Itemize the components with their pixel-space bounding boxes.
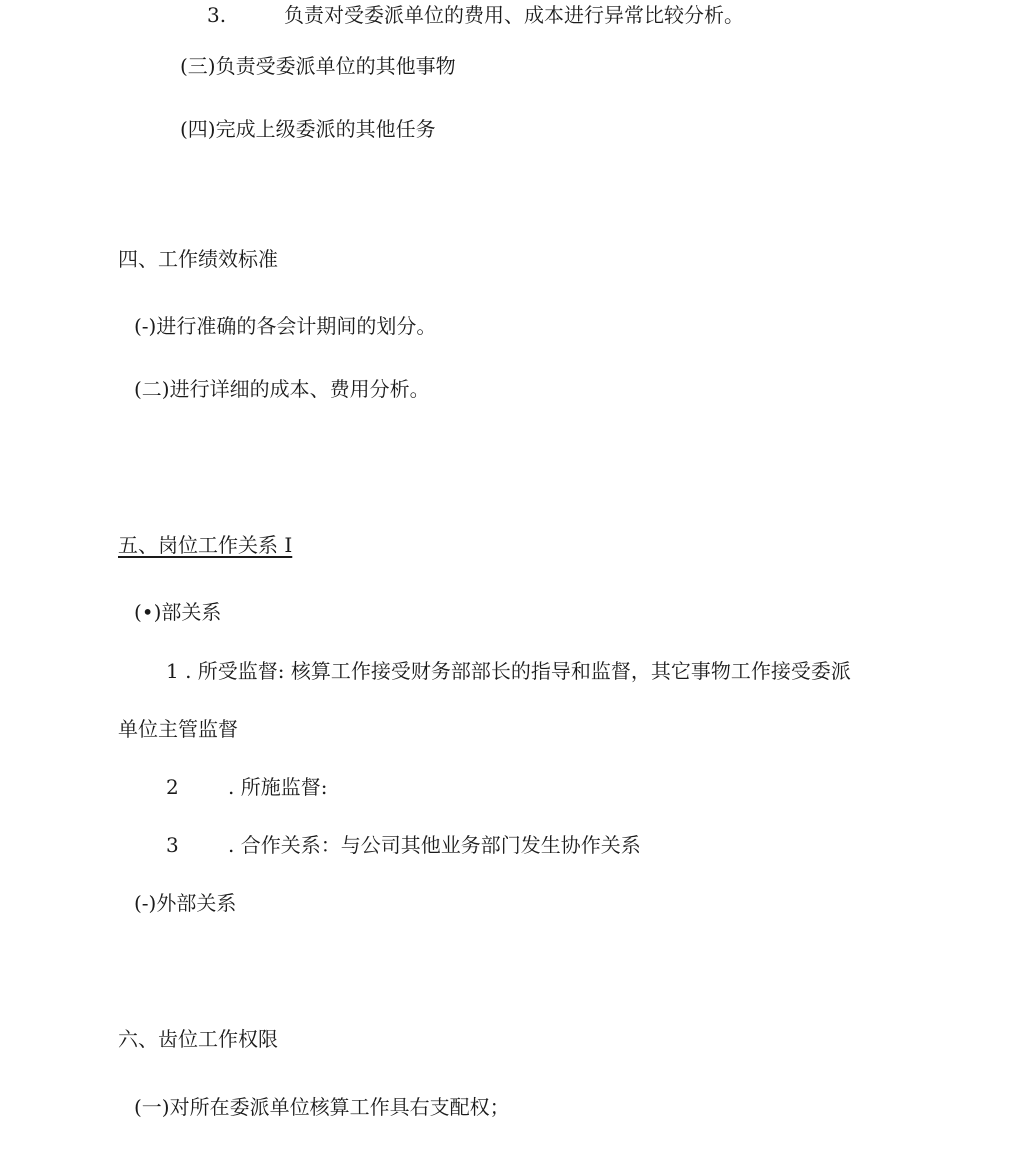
relation-two-text: . 所施监督:: [228, 775, 328, 799]
relation-one-line2: 单位主管监督: [118, 717, 238, 741]
heading-work-authority: 六、齿位工作权限: [118, 1027, 278, 1051]
subsection-three: (三)负责受委派单位的其他事物: [180, 54, 456, 78]
subsection-four: (四)完成上级委派的其他任务: [180, 117, 436, 141]
performance-item-two: (二)进行详细的成本、费用分析。: [134, 377, 430, 401]
relation-one-line1: 1 . 所受监督: 核算工作接受财务部部长的指导和监督，其它事物工作接受委派: [166, 659, 851, 683]
internal-relations: (•)部关系: [134, 600, 222, 624]
item-3-text: 负责对受委派单位的费用、成本进行异常比较分析。: [284, 3, 744, 27]
relation-three-text: . 合作关系：与公司其他业务部门发生协作关系: [228, 833, 641, 857]
relation-number-2: 2: [166, 775, 179, 799]
item-number-3: 3.: [207, 3, 227, 27]
performance-item-one: (-)进行准确的各会计期间的划分。: [134, 314, 437, 338]
authority-item-one: (一)对所在委派单位核算工作具右支配权；: [134, 1095, 510, 1119]
external-relations: (-)外部关系: [134, 891, 237, 915]
heading-performance-standards: 四、工作绩效标准: [118, 247, 278, 271]
relation-number-3: 3: [166, 833, 179, 857]
heading-work-relations: 五、岗位工作关系 I: [118, 533, 293, 557]
